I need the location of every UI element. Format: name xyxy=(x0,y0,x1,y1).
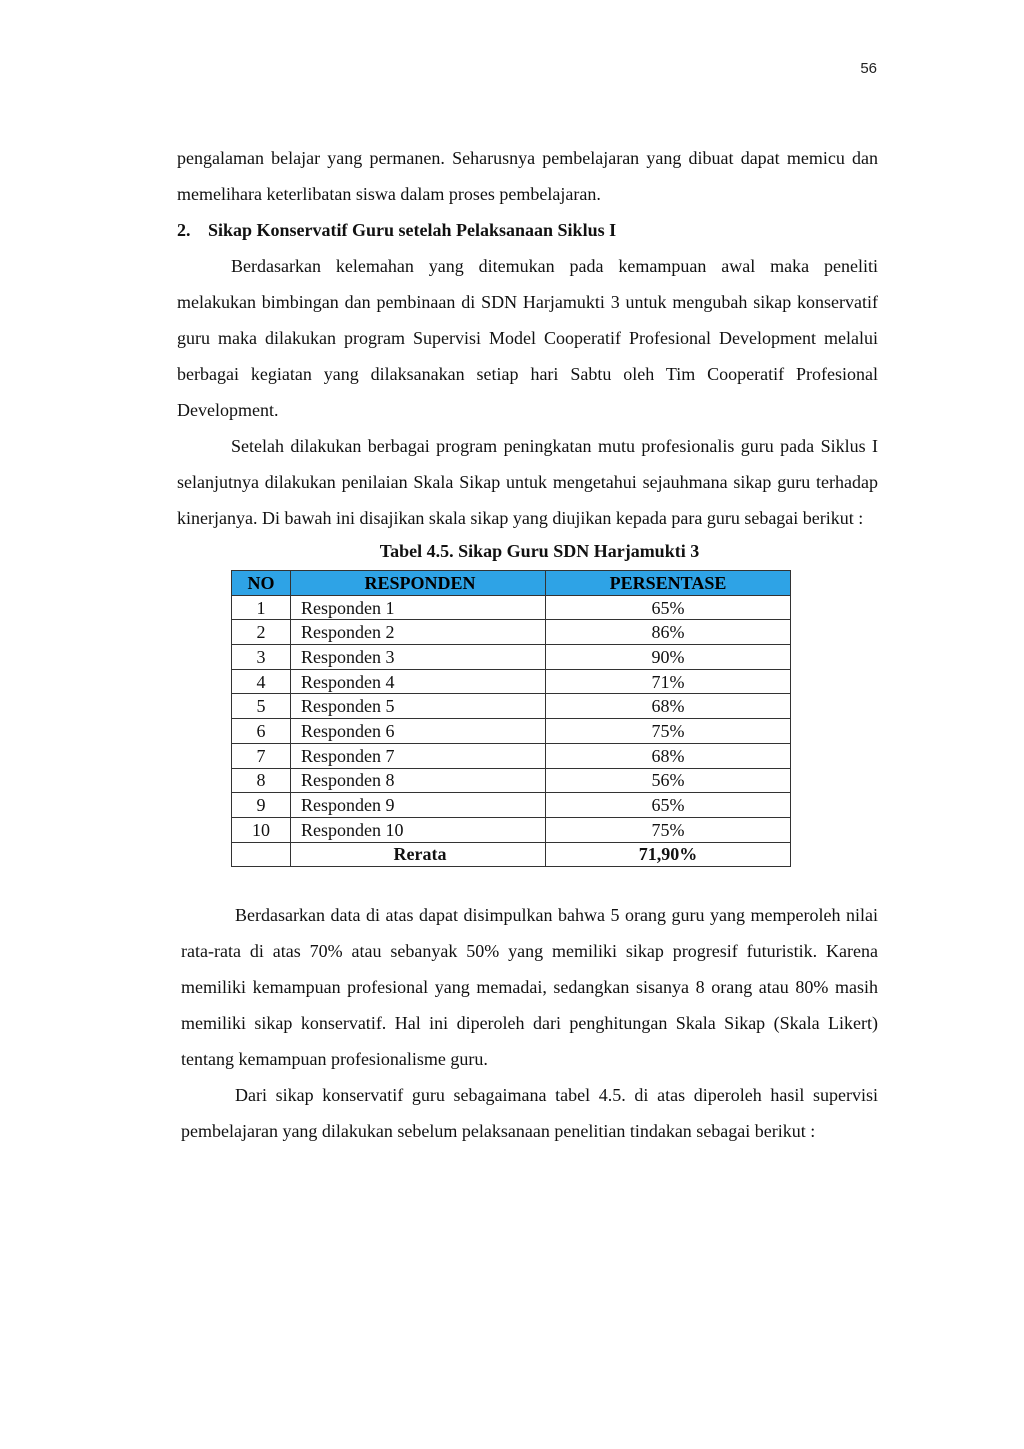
cell-persentase: 65% xyxy=(546,793,791,818)
cell-persentase: 75% xyxy=(546,817,791,842)
table-row xyxy=(232,595,791,620)
table-row xyxy=(232,645,791,670)
page-number: 56 xyxy=(860,60,877,77)
footer-label: Rerata xyxy=(291,842,546,867)
section-heading xyxy=(177,212,878,248)
cell-no: 7 xyxy=(232,743,291,768)
cell-empty xyxy=(232,842,291,867)
intro-paragraph: pengalaman belajar yang permanen. Seharusnya pembelajaran yang dibuat dapat memicu dan memelihara keterlibatan siswa dalam proses pembelajaran. xyxy=(177,148,878,204)
paragraph: Setelah dilakukan berbagai program peningkatan mutu profesionalis guru pada Siklus I selanjutnya dilakukan penilaian Skala Sikap untuk mengetahui sejauhmana sikap guru terhadap kinerjanya. Di bawah ini disajikan skala sikap yang diujikan kepada para guru sebagai berikut : xyxy=(177,436,878,528)
cell-persentase: 65% xyxy=(546,595,791,620)
header-responden: RESPONDEN xyxy=(291,571,546,596)
cell-persentase: 90% xyxy=(546,645,791,670)
cell-no: 2 xyxy=(232,620,291,645)
paragraph: Berdasarkan kelemahan yang ditemukan pada kemampuan awal maka peneliti melakukan bimbingan dan pembinaan di SDN Harjamukti 3 untuk mengubah sikap konservatif guru maka dilakukan program Supervisi Model Cooperatif Profesional Development melalui berbagai kegiatan yang dilaksanakan setiap hari Sabtu oleh Tim Cooperatif Profesional Development. xyxy=(177,256,878,420)
cell-persentase: 56% xyxy=(546,768,791,793)
cell-responden: Responden 5 xyxy=(291,694,546,719)
cell-responden: Responden 6 xyxy=(291,719,546,744)
table-row xyxy=(232,719,791,744)
table-row xyxy=(232,694,791,719)
header-persentase: PERSENTASE xyxy=(546,571,791,596)
cell-no: 5 xyxy=(232,694,291,719)
section-title: Sikap Konservatif Guru setelah Pelaksanaan Siklus I xyxy=(208,220,617,240)
after-table-section xyxy=(177,897,878,1149)
cell-persentase: 68% xyxy=(546,743,791,768)
table-row xyxy=(232,743,791,768)
document-body xyxy=(177,140,878,1149)
cell-responden: Responden 8 xyxy=(291,768,546,793)
table-row xyxy=(232,793,791,818)
cell-persentase: 71% xyxy=(546,669,791,694)
cell-responden: Responden 3 xyxy=(291,645,546,670)
header-no: NO xyxy=(232,571,291,596)
cell-no: 6 xyxy=(232,719,291,744)
footer-value: 71,90% xyxy=(546,842,791,867)
cell-no: 9 xyxy=(232,793,291,818)
table-row xyxy=(232,620,791,645)
attitude-table xyxy=(231,570,791,867)
cell-responden: Responden 7 xyxy=(291,743,546,768)
cell-no: 3 xyxy=(232,645,291,670)
table-row xyxy=(232,817,791,842)
cell-no: 4 xyxy=(232,669,291,694)
cell-no: 1 xyxy=(232,595,291,620)
section-number: 2. xyxy=(177,220,191,240)
cell-no: 10 xyxy=(232,817,291,842)
table-row xyxy=(232,669,791,694)
table-header-row xyxy=(232,571,791,596)
table-caption: Tabel 4.5. Sikap Guru SDN Harjamukti 3 xyxy=(379,541,700,561)
cell-persentase: 86% xyxy=(546,620,791,645)
cell-persentase: 68% xyxy=(546,694,791,719)
cell-responden: Responden 10 xyxy=(291,817,546,842)
paragraph: Dari sikap konservatif guru sebagaimana tabel 4.5. di atas diperoleh hasil supervisi pembelajaran yang dilakukan sebelum pelaksanaan penelitian tindakan sebagai berikut : xyxy=(181,1085,878,1142)
cell-responden: Responden 9 xyxy=(291,793,546,818)
cell-no: 8 xyxy=(232,768,291,793)
paragraph: Berdasarkan data di atas dapat disimpulkan bahwa 5 orang guru yang memperoleh nilai rata-rata di atas 70% atau sebanyak 50% yang memiliki sikap progresif futuristik. Karena memiliki kemampuan profesional yang memadai, sedangkan sisanya 8 orang atau 80% masih memiliki sikap konservatif. Hal ini diperoleh dari penghitungan Skala Sikap (Skala Likert) tentang kemampuan profesionalisme guru. xyxy=(181,905,878,1070)
cell-responden: Responden 2 xyxy=(291,620,546,645)
table-footer-row xyxy=(232,842,791,867)
cell-responden: Responden 4 xyxy=(291,669,546,694)
cell-responden: Responden 1 xyxy=(291,595,546,620)
cell-persentase: 75% xyxy=(546,719,791,744)
table-row xyxy=(232,768,791,793)
